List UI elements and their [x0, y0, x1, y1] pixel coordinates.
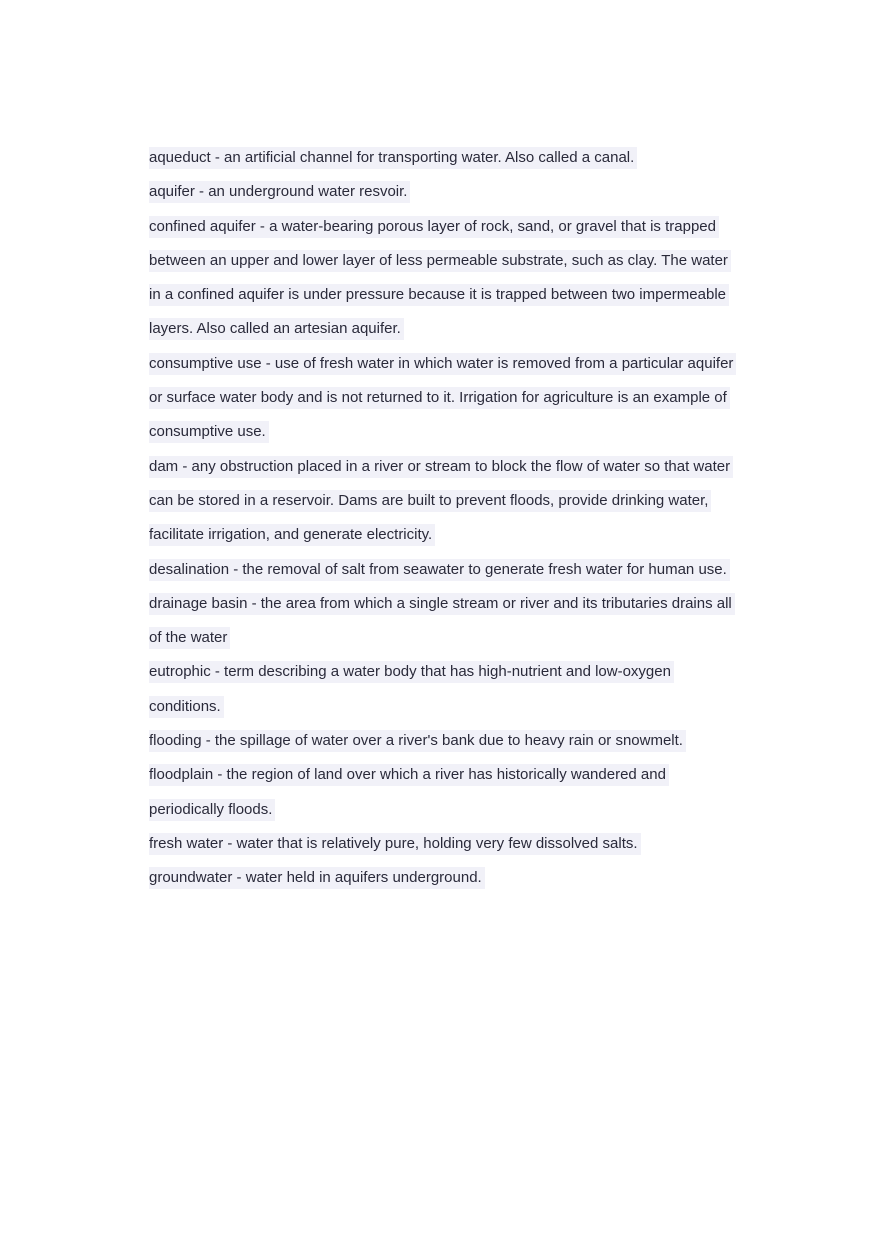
line-text: desalination - the removal of salt from seawater to generate fresh water for human use.: [149, 559, 730, 581]
line-text: aquifer - an underground water resvoir.: [149, 181, 410, 203]
text-line: [149, 830, 749, 864]
line-text: of the water: [149, 627, 230, 649]
line-text: or surface water body and is not returned to it. Irrigation for agriculture is an example of: [149, 387, 730, 409]
line-text: groundwater - water held in aquifers underground.: [149, 867, 485, 889]
line-text: facilitate irrigation, and generate electricity.: [149, 524, 435, 546]
line-text: aqueduct - an artificial channel for transporting water. Also called a canal.: [149, 147, 637, 169]
text-line: [149, 624, 749, 658]
line-text: fresh water - water that is relatively pure, holding very few dissolved salts.: [149, 833, 641, 855]
text-line: [149, 796, 749, 830]
text-line: [149, 864, 749, 898]
text-line: [149, 247, 749, 281]
line-text: conditions.: [149, 696, 224, 718]
text-line: [149, 281, 749, 315]
line-text: consumptive use - use of fresh water in which water is removed from a particular aquifer: [149, 353, 736, 375]
line-text: periodically floods.: [149, 799, 275, 821]
line-text: eutrophic - term describing a water body that has high-nutrient and low-oxygen: [149, 661, 674, 683]
text-line: [149, 521, 749, 555]
text-line: [149, 315, 749, 349]
text-line: [149, 693, 749, 727]
line-text: floodplain - the region of land over which a river has historically wandered and: [149, 764, 669, 786]
text-line: [149, 418, 749, 452]
text-line: [149, 384, 749, 418]
text-line: [149, 178, 749, 212]
text-line: [149, 453, 749, 487]
line-text: in a confined aquifer is under pressure because it is trapped between two impermeable: [149, 284, 729, 306]
text-line: [149, 213, 749, 247]
line-text: drainage basin - the area from which a single stream or river and its tributaries drains all: [149, 593, 735, 615]
text-line: [149, 487, 749, 521]
line-text: flooding - the spillage of water over a river's bank due to heavy rain or snowmelt.: [149, 730, 686, 752]
line-text: layers. Also called an artesian aquifer.: [149, 318, 404, 340]
line-text: consumptive use.: [149, 421, 269, 443]
text-line: [149, 144, 749, 178]
line-text: dam - any obstruction placed in a river or stream to block the flow of water so that water: [149, 456, 733, 478]
text-line: [149, 658, 749, 692]
text-line: [149, 350, 749, 384]
line-text: confined aquifer - a water-bearing porous layer of rock, sand, or gravel that is trapped: [149, 216, 719, 238]
text-line: [149, 590, 749, 624]
text-line: [149, 761, 749, 795]
text-line: [149, 727, 749, 761]
text-line: [149, 556, 749, 590]
glossary-text: [149, 144, 749, 899]
line-text: can be stored in a reservoir. Dams are built to prevent floods, provide drinking water,: [149, 490, 711, 512]
line-text: between an upper and lower layer of less permeable substrate, such as clay. The water: [149, 250, 731, 272]
